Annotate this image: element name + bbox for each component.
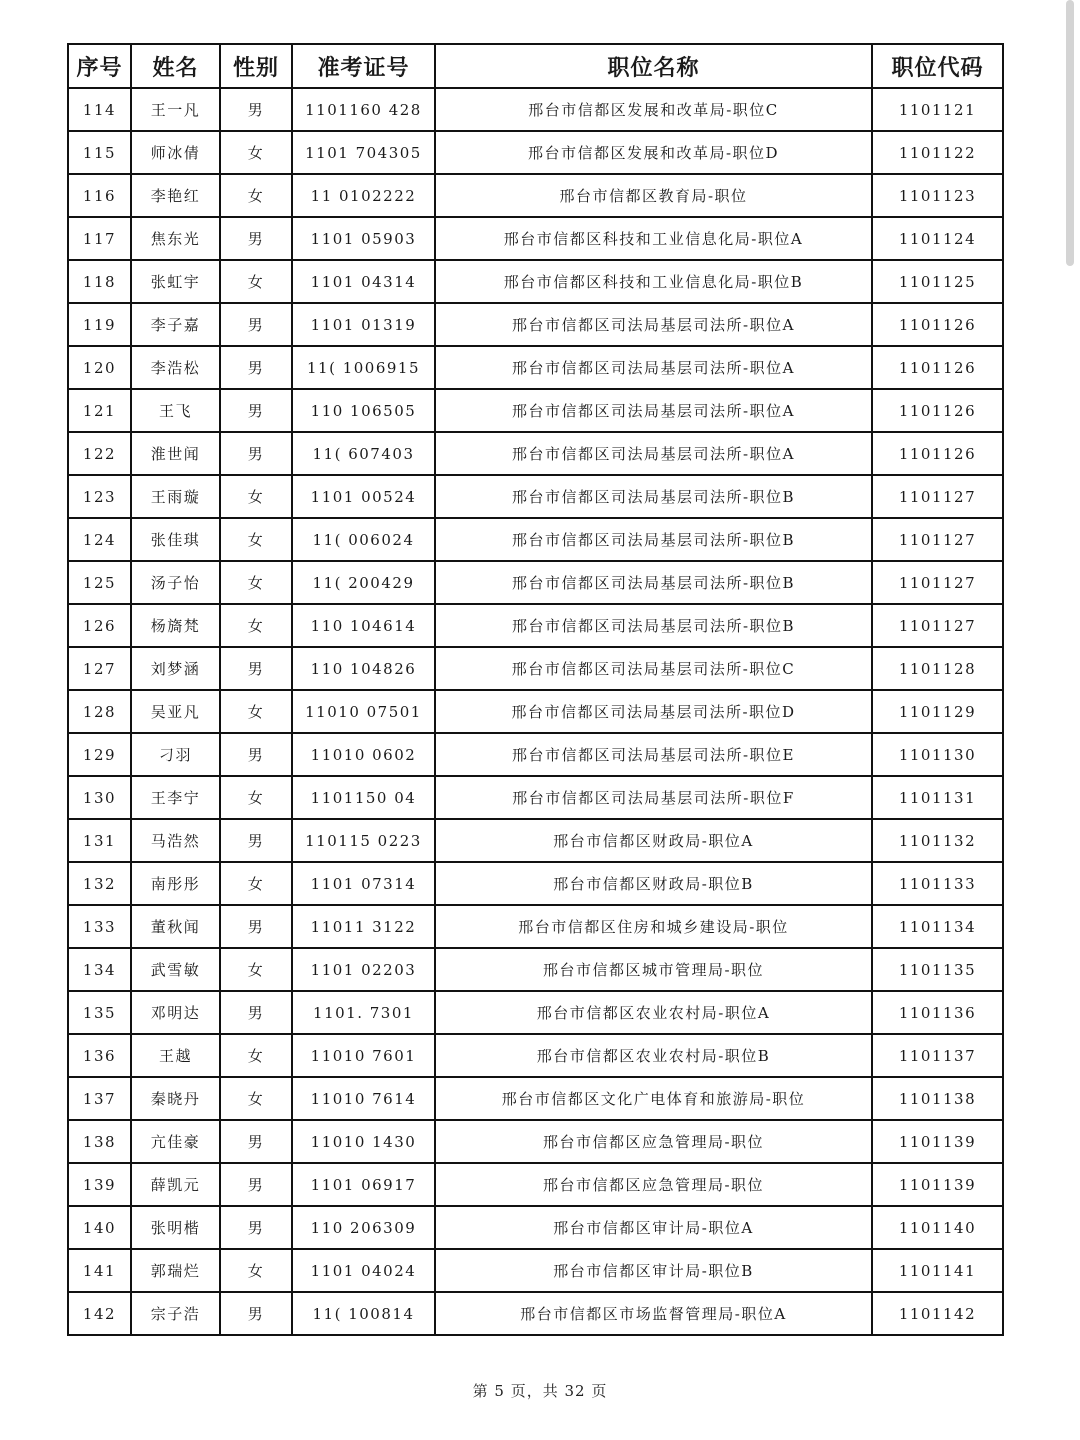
cell-position-title: 邢台市信都区审计局-职位B — [435, 1249, 872, 1292]
cell-position-title: 邢台市信都区司法局基层司法所-职位A — [435, 432, 872, 475]
header-name: 姓名 — [131, 44, 220, 88]
cell-seq: 129 — [68, 733, 131, 776]
cell-position-code: 1101139 — [872, 1120, 1003, 1163]
cell-seq: 120 — [68, 346, 131, 389]
cell-position-title: 邢台市信都区司法局基层司法所-职位A — [435, 346, 872, 389]
cell-exam-id: 11( 1006915 — [292, 346, 435, 389]
table-row — [68, 1163, 1003, 1206]
cell-name: 焦东光 — [131, 217, 220, 260]
cell-position-code: 1101122 — [872, 131, 1003, 174]
table-row — [68, 1034, 1003, 1077]
cell-position-code: 1101127 — [872, 604, 1003, 647]
cell-exam-id: 1101 01319 — [292, 303, 435, 346]
cell-position-title: 邢台市信都区司法局基层司法所-职位F — [435, 776, 872, 819]
cell-position-title: 邢台市信都区司法局基层司法所-职位E — [435, 733, 872, 776]
cell-gender: 男 — [220, 1292, 292, 1335]
scrollbar[interactable] — [1060, 0, 1080, 270]
cell-seq: 139 — [68, 1163, 131, 1206]
table-row — [68, 1077, 1003, 1120]
cell-gender: 男 — [220, 1163, 292, 1206]
cell-name: 张明楷 — [131, 1206, 220, 1249]
cell-position-code: 1101126 — [872, 346, 1003, 389]
cell-name: 秦晓丹 — [131, 1077, 220, 1120]
table-row — [68, 1206, 1003, 1249]
header-gender: 性别 — [220, 44, 292, 88]
cell-position-title: 邢台市信都区城市管理局-职位 — [435, 948, 872, 991]
cell-seq: 125 — [68, 561, 131, 604]
cell-position-code: 1101135 — [872, 948, 1003, 991]
cell-name: 马浩然 — [131, 819, 220, 862]
table-row — [68, 905, 1003, 948]
cell-gender: 男 — [220, 733, 292, 776]
cell-position-code: 1101129 — [872, 690, 1003, 733]
cell-position-code: 1101137 — [872, 1034, 1003, 1077]
cell-gender: 男 — [220, 217, 292, 260]
cell-position-code: 1101138 — [872, 1077, 1003, 1120]
scrollbar-thumb[interactable] — [1066, 0, 1074, 266]
cell-gender: 女 — [220, 862, 292, 905]
cell-seq: 123 — [68, 475, 131, 518]
table-row — [68, 733, 1003, 776]
table-row — [68, 131, 1003, 174]
cell-name: 亢佳豪 — [131, 1120, 220, 1163]
cell-position-title: 邢台市信都区司法局基层司法所-职位D — [435, 690, 872, 733]
cell-exam-id: 110 104614 — [292, 604, 435, 647]
cell-seq: 114 — [68, 88, 131, 131]
cell-name: 王飞 — [131, 389, 220, 432]
table-row — [68, 776, 1003, 819]
table-row — [68, 217, 1003, 260]
table-row — [68, 647, 1003, 690]
cell-position-code: 1101139 — [872, 1163, 1003, 1206]
cell-name: 杨旖梵 — [131, 604, 220, 647]
cell-position-title: 邢台市信都区发展和改革局-职位D — [435, 131, 872, 174]
table-row — [68, 991, 1003, 1034]
cell-name: 薛凯元 — [131, 1163, 220, 1206]
cell-gender: 女 — [220, 475, 292, 518]
cell-position-title: 邢台市信都区司法局基层司法所-职位A — [435, 389, 872, 432]
cell-gender: 女 — [220, 1077, 292, 1120]
cell-seq: 134 — [68, 948, 131, 991]
cell-position-code: 1101127 — [872, 475, 1003, 518]
cell-exam-id: 1101 00524 — [292, 475, 435, 518]
table-row — [68, 819, 1003, 862]
cell-seq: 140 — [68, 1206, 131, 1249]
cell-gender: 女 — [220, 604, 292, 647]
cell-position-code: 1101133 — [872, 862, 1003, 905]
cell-exam-id: 110115 0223 — [292, 819, 435, 862]
cell-name: 南彤彤 — [131, 862, 220, 905]
cell-position-code: 1101124 — [872, 217, 1003, 260]
table-row — [68, 389, 1003, 432]
cell-gender: 女 — [220, 776, 292, 819]
cell-position-code: 1101141 — [872, 1249, 1003, 1292]
cell-seq: 118 — [68, 260, 131, 303]
table-row — [68, 518, 1003, 561]
cell-gender: 女 — [220, 1249, 292, 1292]
cell-name: 宗子浩 — [131, 1292, 220, 1335]
cell-gender: 男 — [220, 303, 292, 346]
cell-position-code: 1101127 — [872, 561, 1003, 604]
table-row — [68, 862, 1003, 905]
cell-name: 李艳红 — [131, 174, 220, 217]
cell-seq: 142 — [68, 1292, 131, 1335]
cell-position-code: 1101131 — [872, 776, 1003, 819]
cell-exam-id: 11010 0602 — [292, 733, 435, 776]
table-row — [68, 561, 1003, 604]
cell-seq: 132 — [68, 862, 131, 905]
cell-seq: 122 — [68, 432, 131, 475]
cell-position-title: 邢台市信都区农业农村局-职位A — [435, 991, 872, 1034]
header-exam-id: 准考证号 — [292, 44, 435, 88]
cell-gender: 男 — [220, 432, 292, 475]
cell-gender: 男 — [220, 905, 292, 948]
cell-name: 李浩松 — [131, 346, 220, 389]
page-footer: 第 5 页，共 32 页 — [472, 1382, 608, 1400]
cell-seq: 127 — [68, 647, 131, 690]
cell-exam-id: 11010 1430 — [292, 1120, 435, 1163]
header-position-code: 职位代码 — [872, 44, 1003, 88]
cell-gender: 男 — [220, 389, 292, 432]
cell-position-title: 邢台市信都区教育局-职位 — [435, 174, 872, 217]
cell-exam-id: 11010 7614 — [292, 1077, 435, 1120]
cell-position-title: 邢台市信都区市场监督管理局-职位A — [435, 1292, 872, 1335]
cell-position-title: 邢台市信都区科技和工业信息化局-职位B — [435, 260, 872, 303]
cell-exam-id: 1101 06917 — [292, 1163, 435, 1206]
cell-exam-id: 1101 04314 — [292, 260, 435, 303]
table-row — [68, 260, 1003, 303]
cell-seq: 141 — [68, 1249, 131, 1292]
cell-seq: 137 — [68, 1077, 131, 1120]
cell-gender: 男 — [220, 88, 292, 131]
cell-position-title: 邢台市信都区应急管理局-职位 — [435, 1120, 872, 1163]
cell-seq: 116 — [68, 174, 131, 217]
cell-position-code: 1101142 — [872, 1292, 1003, 1335]
cell-position-title: 邢台市信都区发展和改革局-职位C — [435, 88, 872, 131]
table-row — [68, 604, 1003, 647]
cell-name: 王越 — [131, 1034, 220, 1077]
cell-position-code: 1101136 — [872, 991, 1003, 1034]
cell-exam-id: 110 106505 — [292, 389, 435, 432]
cell-gender: 女 — [220, 1034, 292, 1077]
cell-seq: 133 — [68, 905, 131, 948]
cell-exam-id: 1101. 7301 — [292, 991, 435, 1034]
table-row — [68, 303, 1003, 346]
cell-name: 张虹宇 — [131, 260, 220, 303]
header-seq: 序号 — [68, 44, 131, 88]
table-row — [68, 690, 1003, 733]
cell-seq: 119 — [68, 303, 131, 346]
table-row — [68, 346, 1003, 389]
cell-exam-id: 110 104826 — [292, 647, 435, 690]
cell-gender: 女 — [220, 518, 292, 561]
cell-exam-id: 110 206309 — [292, 1206, 435, 1249]
cell-gender: 女 — [220, 131, 292, 174]
table-row — [68, 1249, 1003, 1292]
cell-position-title: 邢台市信都区审计局-职位A — [435, 1206, 872, 1249]
cell-name: 武雪敏 — [131, 948, 220, 991]
cell-position-title: 邢台市信都区科技和工业信息化局-职位A — [435, 217, 872, 260]
table-row — [68, 88, 1003, 131]
roster-table — [67, 43, 1004, 1336]
cell-name: 吴亚凡 — [131, 690, 220, 733]
cell-gender: 男 — [220, 819, 292, 862]
cell-seq: 135 — [68, 991, 131, 1034]
cell-gender: 男 — [220, 647, 292, 690]
cell-exam-id: 11010 07501 — [292, 690, 435, 733]
cell-name: 王李宁 — [131, 776, 220, 819]
cell-position-code: 1101130 — [872, 733, 1003, 776]
cell-position-code: 1101121 — [872, 88, 1003, 131]
cell-name: 王一凡 — [131, 88, 220, 131]
cell-name: 李子嘉 — [131, 303, 220, 346]
table-row — [68, 1292, 1003, 1335]
cell-seq: 126 — [68, 604, 131, 647]
cell-position-code: 1101126 — [872, 303, 1003, 346]
cell-position-title: 邢台市信都区住房和城乡建设局-职位 — [435, 905, 872, 948]
cell-name: 刁羽 — [131, 733, 220, 776]
cell-position-code: 1101125 — [872, 260, 1003, 303]
cell-exam-id: 1101160 428 — [292, 88, 435, 131]
cell-exam-id: 1101150 04 — [292, 776, 435, 819]
cell-seq: 136 — [68, 1034, 131, 1077]
cell-position-code: 1101140 — [872, 1206, 1003, 1249]
table-row — [68, 475, 1003, 518]
table-row — [68, 1120, 1003, 1163]
table-row — [68, 432, 1003, 475]
cell-gender: 男 — [220, 1206, 292, 1249]
table-row — [68, 948, 1003, 991]
cell-exam-id: 11010 7601 — [292, 1034, 435, 1077]
cell-exam-id: 11( 200429 — [292, 561, 435, 604]
cell-position-title: 邢台市信都区文化广电体育和旅游局-职位 — [435, 1077, 872, 1120]
cell-exam-id: 11( 607403 — [292, 432, 435, 475]
cell-position-code: 1101132 — [872, 819, 1003, 862]
cell-seq: 130 — [68, 776, 131, 819]
cell-gender: 女 — [220, 948, 292, 991]
cell-seq: 115 — [68, 131, 131, 174]
cell-exam-id: 11 0102222 — [292, 174, 435, 217]
cell-exam-id: 11011 3122 — [292, 905, 435, 948]
cell-exam-id: 1101 04024 — [292, 1249, 435, 1292]
cell-position-code: 1101126 — [872, 389, 1003, 432]
cell-position-title: 邢台市信都区司法局基层司法所-职位B — [435, 561, 872, 604]
cell-position-title: 邢台市信都区农业农村局-职位B — [435, 1034, 872, 1077]
cell-name: 郭瑞烂 — [131, 1249, 220, 1292]
cell-gender: 男 — [220, 346, 292, 389]
cell-name: 淮世闻 — [131, 432, 220, 475]
cell-seq: 138 — [68, 1120, 131, 1163]
cell-name: 汤子怡 — [131, 561, 220, 604]
cell-position-code: 1101134 — [872, 905, 1003, 948]
cell-gender: 女 — [220, 690, 292, 733]
cell-name: 师冰倩 — [131, 131, 220, 174]
cell-position-code: 1101128 — [872, 647, 1003, 690]
cell-seq: 124 — [68, 518, 131, 561]
header-position-title: 职位名称 — [435, 44, 872, 88]
table-header-row — [68, 44, 1003, 88]
cell-name: 邓明达 — [131, 991, 220, 1034]
cell-name: 董秋闻 — [131, 905, 220, 948]
cell-position-code: 1101123 — [872, 174, 1003, 217]
cell-position-code: 1101126 — [872, 432, 1003, 475]
cell-gender: 女 — [220, 561, 292, 604]
cell-position-title: 邢台市信都区司法局基层司法所-职位A — [435, 303, 872, 346]
cell-position-title: 邢台市信都区财政局-职位B — [435, 862, 872, 905]
cell-exam-id: 1101 02203 — [292, 948, 435, 991]
cell-exam-id: 1101 704305 — [292, 131, 435, 174]
cell-name: 刘梦涵 — [131, 647, 220, 690]
cell-exam-id: 1101 07314 — [292, 862, 435, 905]
cell-seq: 117 — [68, 217, 131, 260]
cell-position-title: 邢台市信都区司法局基层司法所-职位B — [435, 475, 872, 518]
cell-exam-id: 1101 05903 — [292, 217, 435, 260]
cell-name: 王雨璇 — [131, 475, 220, 518]
cell-name: 张佳琪 — [131, 518, 220, 561]
cell-position-title: 邢台市信都区司法局基层司法所-职位B — [435, 604, 872, 647]
cell-position-title: 邢台市信都区应急管理局-职位 — [435, 1163, 872, 1206]
cell-seq: 131 — [68, 819, 131, 862]
table-row — [68, 174, 1003, 217]
cell-seq: 128 — [68, 690, 131, 733]
cell-position-title: 邢台市信都区司法局基层司法所-职位B — [435, 518, 872, 561]
cell-position-code: 1101127 — [872, 518, 1003, 561]
table-body — [68, 88, 1003, 1335]
cell-exam-id: 11( 006024 — [292, 518, 435, 561]
cell-gender: 女 — [220, 260, 292, 303]
cell-position-title: 邢台市信都区财政局-职位A — [435, 819, 872, 862]
cell-gender: 男 — [220, 1120, 292, 1163]
cell-seq: 121 — [68, 389, 131, 432]
cell-gender: 男 — [220, 991, 292, 1034]
cell-exam-id: 11( 100814 — [292, 1292, 435, 1335]
cell-gender: 女 — [220, 174, 292, 217]
cell-position-title: 邢台市信都区司法局基层司法所-职位C — [435, 647, 872, 690]
